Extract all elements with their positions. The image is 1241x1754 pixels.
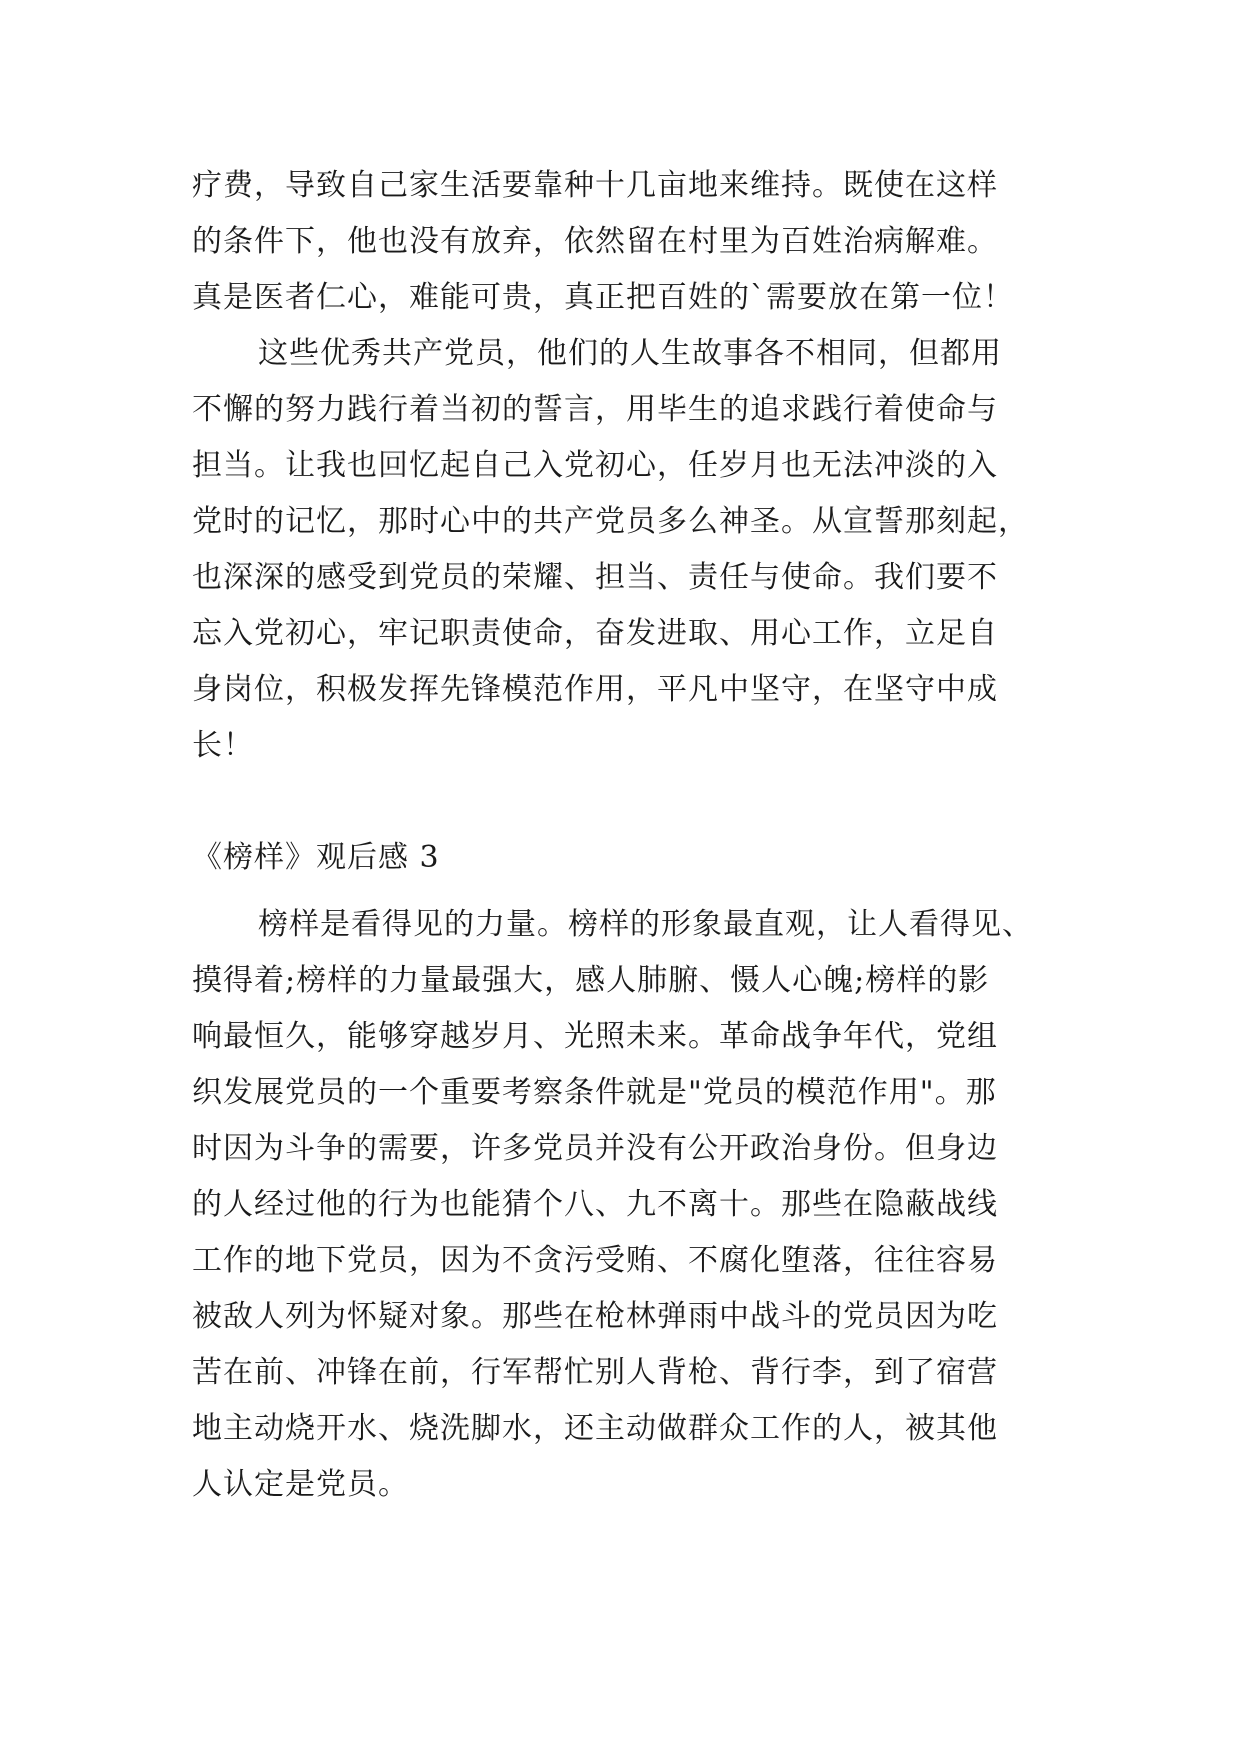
paragraph-line: 被敌人列为怀疑对象。那些在枪林弹雨中战斗的党员因为吃 xyxy=(192,1299,998,1334)
paragraph-line: 织发展党员的一个重要考察条件就是"党员的模范作用"。那 xyxy=(192,1075,997,1110)
paragraph-line: 也深深的感受到党员的荣耀、担当、责任与使命。我们要不 xyxy=(192,560,998,595)
paragraph-line: 人认定是党员。 xyxy=(192,1467,409,1502)
paragraph-line: 地主动烧开水、烧洗脚水，还主动做群众工作的人，被其他 xyxy=(192,1411,998,1446)
upper-text-block xyxy=(192,158,1052,774)
paragraph-line: 疗费，导致自己家生活要靠种十几亩地来维持。既使在这样 xyxy=(192,168,998,203)
paragraph-line: 的条件下，他也没有放弃，依然留在村里为百姓治病解难。 xyxy=(192,224,998,259)
paragraph-line: 担当。让我也回忆起自己入党初心，任岁月也无法冲淡的入 xyxy=(192,448,998,483)
paragraph-line: 这些优秀共产党员，他们的人生故事各不相同，但都用 xyxy=(258,336,1002,371)
paragraph-line: 身岗位，积极发挥先锋模范作用，平凡中坚守，在坚守中成 xyxy=(192,672,998,707)
paragraph-line: 忘入党初心，牢记职责使命，奋发进取、用心工作，立足自 xyxy=(192,616,998,651)
lower-text-block xyxy=(192,897,1052,1513)
section-heading: 《榜样》观后感 3 xyxy=(192,840,440,875)
paragraph-line: 长！ xyxy=(192,728,254,763)
paragraph-line: 不懈的努力践行着当初的誓言，用毕生的追求践行着使命与 xyxy=(192,392,998,427)
paragraph-line: 工作的地下党员，因为不贪污受贿、不腐化堕落，往往容易 xyxy=(192,1243,998,1278)
paragraph-line: 摸得着;榜样的力量最强大，感人肺腑、慑人心魄;榜样的影 xyxy=(192,963,990,998)
paragraph-line: 真是医者仁心，难能可贵，真正把百姓的`需要放在第一位！ xyxy=(192,280,1014,315)
paragraph-line: 党时的记忆，那时心中的共产党员多么神圣。从宣誓那刻起， xyxy=(192,504,1029,539)
paragraph-line: 响最恒久，能够穿越岁月、光照未来。革命战争年代，党组 xyxy=(192,1019,998,1054)
paragraph-line: 苦在前、冲锋在前，行军帮忙别人背枪、背行李，到了宿营 xyxy=(192,1355,998,1390)
paragraph-line: 时因为斗争的需要，许多党员并没有公开政治身份。但身边 xyxy=(192,1131,998,1166)
paragraph-line: 榜样是看得见的力量。榜样的形象最直观，让人看得见、 xyxy=(258,907,1033,942)
paragraph-line: 的人经过他的行为也能猜个八、九不离十。那些在隐蔽战线 xyxy=(192,1187,998,1222)
